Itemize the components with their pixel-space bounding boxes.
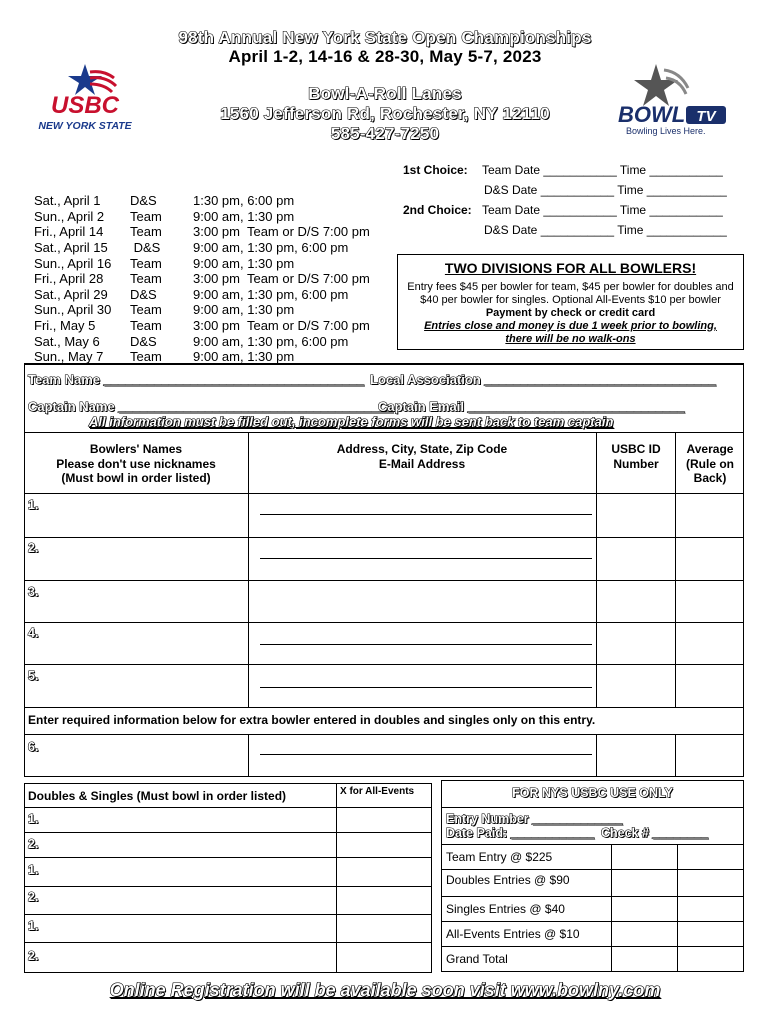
bowler-row-number: 3. [28, 585, 39, 599]
ds-row-number: 1. [28, 863, 39, 877]
grid-line [24, 537, 744, 538]
nys-item: All-Events Entries @ $10 [446, 927, 580, 941]
grid-line [248, 432, 249, 707]
bowler-row-number: 5. [28, 669, 39, 683]
grid-line [248, 734, 249, 777]
grid-line [24, 734, 744, 735]
nys-item: Team Entry @ $225 [446, 850, 553, 864]
grid-line [24, 664, 744, 665]
local-association-field[interactable]: Local Association ________________________________ [370, 372, 716, 387]
grid-line [24, 832, 432, 833]
doubles-singles-section [24, 783, 432, 973]
nys-item: Grand Total [446, 952, 508, 966]
schedule-times: 1:30 pm, 6:00 pm 9:00 am, 1:30 pm 3:00 pm Team or D/S 7:00 pm 9:00 am, 1:30 pm, 6:00 pm 9:00 am, 1:30 pm 3:00 pm Team or D/S 7:00 pm 9:00 am, 1:30 pm, 6:00 pm 9:00 am, 1:30 pm 3:00 pm Team or D/S 7:00 pm 9:00 am, 1:30 pm, 6:00 pm 9:00 am, 1:30 pm [193, 193, 370, 365]
second-choice-label: 2nd Choice: [403, 203, 472, 217]
divisions-title: TWO DIVISIONS FOR ALL BOWLERS! [444, 260, 697, 276]
grid-line [441, 844, 744, 845]
grid-line [24, 493, 744, 494]
ds-row-number: 1. [28, 812, 39, 826]
grid-line [24, 707, 744, 708]
bowler-row-number: 4. [28, 626, 39, 640]
grid-line [24, 942, 432, 943]
bowlers-names-header: Bowlers' Names Please don't use nicknames (Must bowl in order listed) [56, 442, 216, 485]
svg-text:Bowling Lives Here.: Bowling Lives Here. [626, 126, 706, 136]
ds-row-number: 2. [28, 837, 39, 851]
venue-address: 1560 Jefferson Rd, Rochester, NY 12110 [220, 104, 550, 123]
address-input-line[interactable] [260, 754, 592, 755]
online-registration-footer: Online Registration will be available soon visit www.bowlny.com [109, 980, 661, 1000]
bowler-row-number: 6. [28, 740, 39, 754]
grid-line [24, 432, 744, 433]
ds-row-number: 1. [28, 919, 39, 933]
bowler-row-number: 1. [28, 498, 39, 512]
grid-line [336, 783, 337, 973]
schedule-days: Sat., April 1 Sun., April 2 Fri., April 14 Sat., April 15 Sun., April 16 Fri., April 28 Sat., April 29 Sun., April 30 Fri., May 5 Sat., May 6 Sun., May 7 [34, 193, 112, 365]
grid-line [24, 914, 432, 915]
grid-line [596, 432, 597, 707]
nys-header: FOR NYS USBC USE ONLY [512, 786, 673, 800]
grid-line [24, 886, 432, 887]
usbc-logo [24, 62, 146, 134]
grid-line [441, 869, 744, 870]
completion-notice: All information must be filled out, incomplete forms will be sent back to team captain [89, 414, 614, 429]
grid-line [611, 844, 612, 972]
captain-name-field[interactable]: Captain Name ______________________________________ [28, 399, 394, 414]
ds-header: Doubles & Singles (Must bowl in order listed) [28, 789, 287, 803]
first-choice-team-field[interactable]: Team Date ___________ Time ___________ [482, 163, 723, 177]
allevents-header: X for All-Events [340, 786, 415, 797]
fees-line-2: $40 per bowler for singles. Optional All-Events $10 per bowler [420, 294, 721, 306]
address-header: Address, City, State, Zip Code E-Mail Address [336, 442, 508, 471]
grid-line [441, 946, 744, 947]
bowltv-logo [616, 62, 734, 136]
grid-line [441, 896, 744, 897]
venue-phone: 585-427-7250 [330, 124, 440, 143]
address-input-line[interactable] [260, 644, 592, 645]
grid-line [675, 734, 676, 777]
bowler-row-number: 2. [28, 541, 39, 555]
nys-item: Doubles Entries @ $90 [446, 873, 570, 887]
ds-row-number: 2. [28, 890, 39, 904]
grid-line [441, 921, 744, 922]
entry-number-field[interactable]: Entry Number _____________ [446, 812, 623, 826]
grid-line [677, 844, 678, 972]
event-title: 98th Annual New York State Open Championships [178, 28, 592, 47]
svg-text:USBC: USBC [50, 92, 120, 119]
ds-row-number: 2. [28, 949, 39, 963]
date-paid-field[interactable]: Date Paid: ____________ Check # ________ [446, 826, 708, 840]
grid-line [24, 580, 744, 581]
deadline-note: Entries close and money is due 1 week prior to bowling, [424, 320, 717, 332]
grid-line [675, 432, 676, 707]
grid-line [441, 807, 744, 808]
grid-line [24, 622, 744, 623]
svg-text:NEW YORK STATE: NEW YORK STATE [38, 120, 132, 132]
schedule-events: D&S Team Team D&S Team Team D&S Team Team D&S Team [130, 193, 162, 365]
address-input-line[interactable] [260, 687, 592, 688]
address-input-line[interactable] [260, 558, 592, 559]
second-choice-team-field[interactable]: Team Date ___________ Time ___________ [482, 203, 723, 217]
grid-line [24, 807, 432, 808]
second-choice-ds-field[interactable]: D&S Date ___________ Time ____________ [484, 223, 727, 237]
first-choice-label: 1st Choice: [403, 163, 468, 177]
venue-name: Bowl-A-Roll Lanes [308, 84, 462, 103]
grid-line [596, 734, 597, 777]
walkon-note: there will be no walk-ons [505, 333, 636, 345]
fees-line-1: Entry fees $45 per bowler for team, $45 per bowler for doubles and [407, 281, 734, 293]
payment-note: Payment by check or credit card [485, 307, 656, 319]
usbc-id-header: USBC ID Number [611, 442, 661, 471]
divisions-info-box [397, 254, 744, 350]
event-dates: April 1-2, 14-16 & 28-30, May 5-7, 2023 [228, 47, 542, 66]
team-name-field[interactable]: Team Name ____________________________________ [28, 372, 364, 387]
grid-line [24, 857, 432, 858]
nys-item: Singles Entries @ $40 [446, 902, 565, 916]
svg-text:BOWL: BOWL [618, 102, 686, 127]
first-choice-ds-field[interactable]: D&S Date ___________ Time ____________ [484, 183, 727, 197]
average-header: Average (Rule on Back) [686, 442, 734, 485]
captain-email-field[interactable]: Captain Email ______________________________ [378, 399, 685, 414]
address-input-line[interactable] [260, 514, 592, 515]
svg-text:TV: TV [696, 108, 716, 125]
extra-bowler-note: Enter required information below for extra bowler entered in doubles and singles only on this entry. [28, 713, 596, 727]
